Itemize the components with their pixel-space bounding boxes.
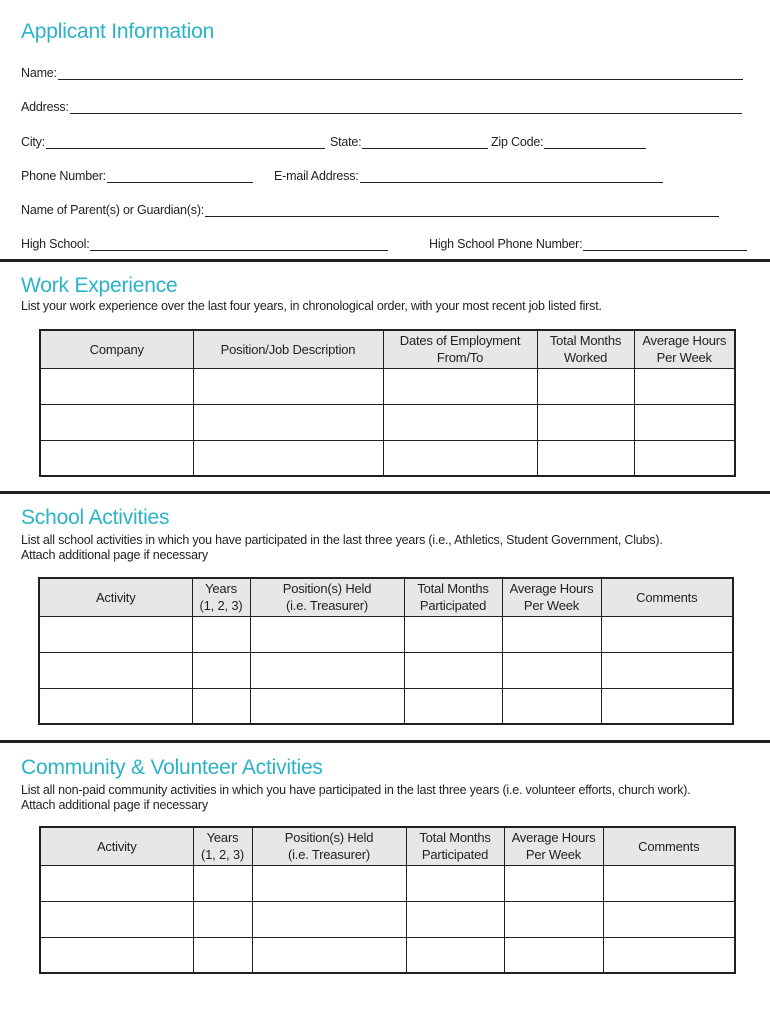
city-input-line[interactable] <box>46 137 325 149</box>
phone-input-line[interactable] <box>107 171 253 183</box>
state-label: State: <box>330 135 362 149</box>
community-header-total-months: Total Months Participated <box>406 827 504 865</box>
table-cell[interactable] <box>193 901 252 937</box>
school-header-comments: Comments <box>601 578 733 616</box>
table-row <box>40 901 735 937</box>
table-cell[interactable] <box>406 937 504 973</box>
high-school-phone-label: High School Phone Number: <box>429 237 583 251</box>
address-input-line[interactable] <box>70 102 742 114</box>
table-cell[interactable] <box>40 368 193 404</box>
table-cell[interactable] <box>502 688 601 724</box>
table-cell[interactable] <box>502 616 601 652</box>
table-cell[interactable] <box>634 440 735 476</box>
community-activities-table <box>39 826 736 974</box>
table-cell[interactable] <box>601 616 733 652</box>
state-input-line[interactable] <box>362 137 488 149</box>
city-field[interactable] <box>21 133 325 149</box>
email-label: E-mail Address: <box>274 169 359 183</box>
name-label: Name: <box>21 66 57 80</box>
work-experience-table <box>39 329 736 477</box>
table-cell[interactable] <box>193 368 383 404</box>
parents-label: Name of Parent(s) or Guardian(s): <box>21 203 205 217</box>
table-row <box>40 440 735 476</box>
city-label: City: <box>21 135 46 149</box>
community-description-line-1: List all non-paid community activities in which you have participated in the last three years (i.e. volunteer efforts, church work). <box>21 783 691 797</box>
table-cell[interactable] <box>537 404 634 440</box>
table-cell[interactable] <box>40 440 193 476</box>
table-row <box>40 865 735 901</box>
table-cell[interactable] <box>39 652 192 688</box>
work-header-dates: Dates of Employment From/To <box>383 330 537 368</box>
school-header-total-months: Total Months Participated <box>404 578 502 616</box>
school-description-line-2: Attach additional page if necessary <box>21 548 208 562</box>
community-header-comments: Comments <box>603 827 735 865</box>
table-cell[interactable] <box>603 937 735 973</box>
zip-input-line[interactable] <box>544 137 646 149</box>
work-header-company: Company <box>40 330 193 368</box>
zip-field[interactable] <box>491 133 646 149</box>
table-cell[interactable] <box>40 901 193 937</box>
section-divider <box>0 259 770 262</box>
table-header-row <box>40 827 735 865</box>
table-cell[interactable] <box>406 865 504 901</box>
table-cell[interactable] <box>252 901 406 937</box>
school-header-positions: Position(s) Held (i.e. Treasurer) <box>250 578 404 616</box>
address-field[interactable] <box>21 98 742 114</box>
table-cell[interactable] <box>40 865 193 901</box>
table-row <box>40 368 735 404</box>
parents-field[interactable] <box>21 201 719 217</box>
school-header-average-hours: Average Hours Per Week <box>502 578 601 616</box>
table-cell[interactable] <box>39 616 192 652</box>
community-header-average-hours: Average Hours Per Week <box>504 827 603 865</box>
work-header-position: Position/Job Description <box>193 330 383 368</box>
table-cell[interactable] <box>504 865 603 901</box>
table-cell[interactable] <box>40 937 193 973</box>
table-cell[interactable] <box>634 404 735 440</box>
applicant-section-title: Applicant Information <box>21 20 215 43</box>
table-cell[interactable] <box>502 652 601 688</box>
community-header-activity: Activity <box>40 827 193 865</box>
table-cell[interactable] <box>40 404 193 440</box>
table-cell[interactable] <box>504 901 603 937</box>
table-header-row <box>40 330 735 368</box>
table-cell[interactable] <box>193 937 252 973</box>
table-cell[interactable] <box>193 865 252 901</box>
table-cell[interactable] <box>603 865 735 901</box>
table-header-row <box>39 578 733 616</box>
table-cell[interactable] <box>504 937 603 973</box>
table-cell[interactable] <box>537 368 634 404</box>
table-cell[interactable] <box>193 404 383 440</box>
email-field[interactable] <box>274 167 663 183</box>
zip-label: Zip Code: <box>491 135 544 149</box>
name-input-line[interactable] <box>58 68 743 80</box>
state-field[interactable] <box>330 133 488 149</box>
community-section-title: Community & Volunteer Activities <box>21 756 323 779</box>
community-description-line-2: Attach additional page if necessary <box>21 798 208 812</box>
table-cell[interactable] <box>601 688 733 724</box>
table-cell[interactable] <box>404 688 502 724</box>
work-header-average-hours: Average Hours Per Week <box>634 330 735 368</box>
high-school-phone-field[interactable] <box>429 235 747 251</box>
table-cell[interactable] <box>250 652 404 688</box>
table-cell[interactable] <box>383 440 537 476</box>
section-divider <box>0 740 770 743</box>
name-field[interactable] <box>21 64 743 80</box>
table-row <box>39 688 733 724</box>
table-cell[interactable] <box>404 652 502 688</box>
table-cell[interactable] <box>193 440 383 476</box>
table-cell[interactable] <box>603 901 735 937</box>
table-cell[interactable] <box>192 652 250 688</box>
high-school-label: High School: <box>21 237 90 251</box>
school-description-line-1: List all school activities in which you have participated in the last three years (i.e., Athletics, Student Government, Clubs). <box>21 533 663 547</box>
community-header-positions: Position(s) Held (i.e. Treasurer) <box>252 827 406 865</box>
table-cell[interactable] <box>192 688 250 724</box>
address-label: Address: <box>21 100 69 114</box>
table-cell[interactable] <box>250 688 404 724</box>
table-cell[interactable] <box>252 865 406 901</box>
section-divider <box>0 491 770 494</box>
work-section-title: Work Experience <box>21 274 178 297</box>
high-school-phone-input-line[interactable] <box>583 239 747 251</box>
table-cell[interactable] <box>406 901 504 937</box>
phone-label: Phone Number: <box>21 169 106 183</box>
school-activities-table <box>38 577 734 725</box>
school-header-activity: Activity <box>39 578 192 616</box>
parents-input-line[interactable] <box>205 205 719 217</box>
table-cell[interactable] <box>601 652 733 688</box>
table-cell[interactable] <box>252 937 406 973</box>
high-school-input-line[interactable] <box>90 239 388 251</box>
community-header-years: Years (1, 2, 3) <box>193 827 252 865</box>
school-section-title: School Activities <box>21 506 170 529</box>
email-input-line[interactable] <box>360 171 663 183</box>
table-row <box>40 937 735 973</box>
table-cell[interactable] <box>383 368 537 404</box>
table-cell[interactable] <box>634 368 735 404</box>
school-header-years: Years (1, 2, 3) <box>192 578 250 616</box>
table-cell[interactable] <box>39 688 192 724</box>
table-cell[interactable] <box>192 616 250 652</box>
high-school-field[interactable] <box>21 235 388 251</box>
work-header-total-months: Total Months Worked <box>537 330 634 368</box>
phone-field[interactable] <box>21 167 253 183</box>
work-description: List your work experience over the last four years, in chronological order, with your most recent job listed first. <box>21 299 602 313</box>
table-row <box>39 616 733 652</box>
table-row <box>39 652 733 688</box>
table-cell[interactable] <box>404 616 502 652</box>
table-cell[interactable] <box>250 616 404 652</box>
table-cell[interactable] <box>537 440 634 476</box>
table-cell[interactable] <box>383 404 537 440</box>
table-row <box>40 404 735 440</box>
